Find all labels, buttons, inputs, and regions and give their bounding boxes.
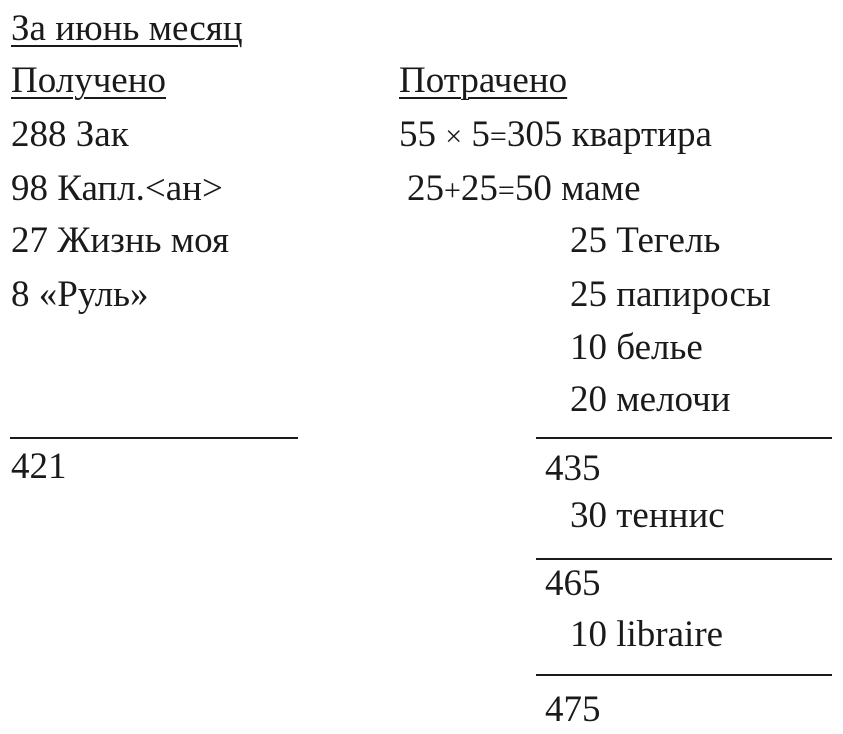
spent-row xyxy=(570,616,723,653)
received-total-rule xyxy=(10,437,298,439)
spent-subtotal-rule xyxy=(536,437,832,439)
spent-amount: 10 xyxy=(570,327,607,368)
calc-operand: 5 xyxy=(471,114,490,155)
spent-label: папиросы xyxy=(616,274,771,315)
spent-subtotal-rule xyxy=(536,558,832,560)
calc-operand: 55 xyxy=(399,114,436,155)
received-heading: Получено xyxy=(11,60,167,101)
received-row xyxy=(11,276,149,313)
received-amount: 8 xyxy=(11,274,30,315)
page-title: За июнь месяц xyxy=(11,8,243,49)
received-total: 421 xyxy=(11,446,67,487)
received-amount: 27 xyxy=(11,220,48,261)
calc-operand: 25 xyxy=(407,168,444,209)
spent-amount: 25 xyxy=(570,274,607,315)
spent-label: маме xyxy=(561,168,641,209)
spent-amount: 50 xyxy=(514,168,552,209)
spent-total-rule xyxy=(536,674,832,676)
spent-amount: 10 xyxy=(570,614,607,655)
spent-amount: 20 xyxy=(570,379,607,420)
spent-label: теннис xyxy=(616,495,725,536)
spent-row xyxy=(570,222,720,259)
spent-row xyxy=(570,276,771,313)
spent-calc-row xyxy=(407,170,641,207)
spent-subtotal: 465 xyxy=(545,563,601,604)
spent-label: Тегель xyxy=(616,220,721,261)
spent-row xyxy=(570,381,731,418)
received-row xyxy=(11,116,129,153)
spent-heading: Потрачено xyxy=(399,60,568,101)
spent-amount: 30 xyxy=(570,495,607,536)
plus-sign: + xyxy=(444,174,461,207)
spent-label: мелочи xyxy=(616,379,731,420)
spent-row xyxy=(570,329,703,366)
received-row xyxy=(11,222,229,259)
spent-amount: 305 xyxy=(506,114,563,155)
received-label: Зак xyxy=(75,114,129,155)
equals-sign: = xyxy=(489,120,507,153)
calc-operand: 25 xyxy=(460,168,498,209)
spent-total: 475 xyxy=(545,689,601,730)
received-label: Жизнь моя xyxy=(57,220,229,261)
spent-calc-row xyxy=(399,116,712,153)
spent-row xyxy=(570,497,725,534)
spent-amount: 25 xyxy=(570,220,607,261)
received-label: Капл.<ан> xyxy=(57,168,223,209)
received-amount: 98 xyxy=(11,168,48,209)
received-amount: 288 xyxy=(11,114,67,155)
received-label: «Руль» xyxy=(38,274,149,315)
spent-label: квартира xyxy=(571,114,712,155)
equals-sign: = xyxy=(497,174,515,207)
received-row xyxy=(11,170,223,207)
spent-label: белье xyxy=(616,327,703,368)
multiply-sign: × xyxy=(445,120,463,153)
spent-label: libraire xyxy=(616,614,724,655)
spent-subtotal: 435 xyxy=(545,448,601,489)
